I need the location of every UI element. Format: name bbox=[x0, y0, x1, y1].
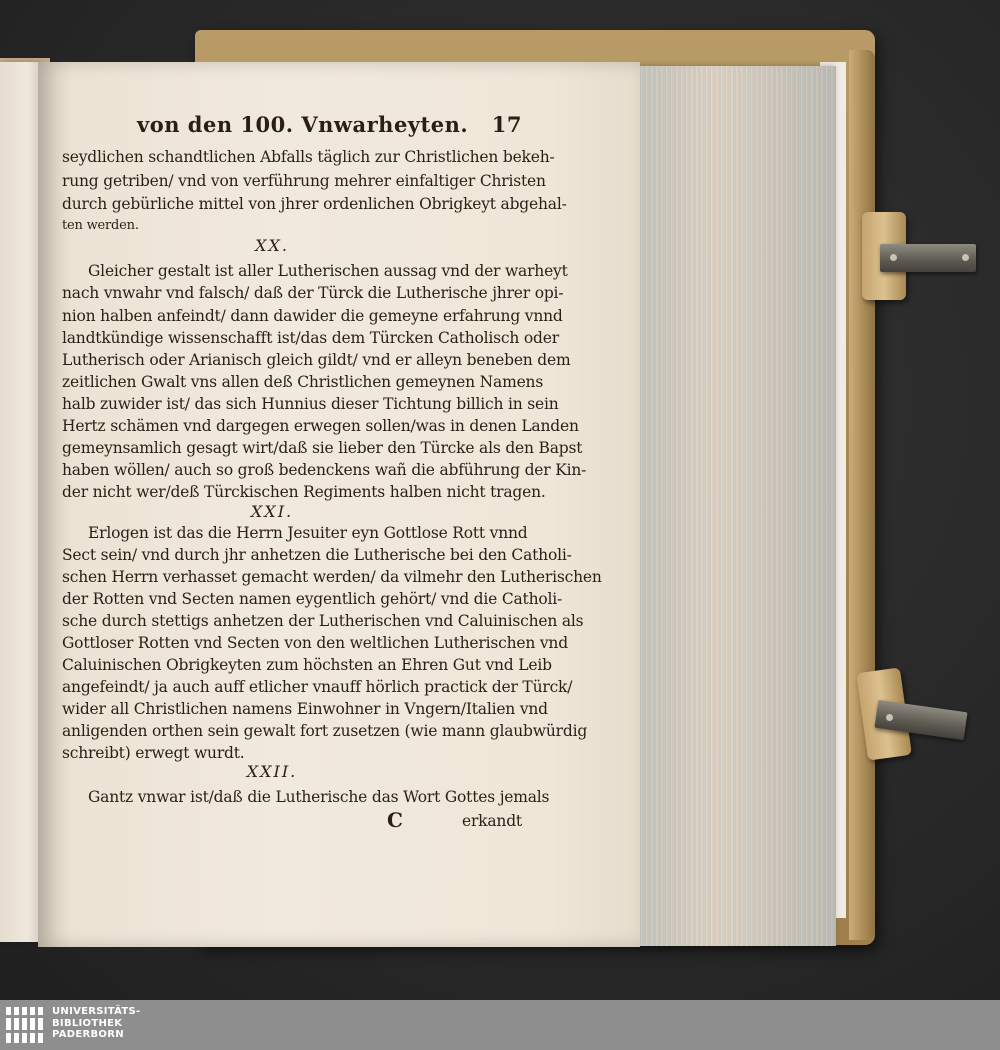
text-line: Caluinischen Obrigkeyten zum höchsten an Ehren Gut vnd Leib bbox=[62, 656, 552, 674]
text-line: nion halben anfeindt/ dann dawider die gemeyne erfahrung vnnd bbox=[62, 307, 563, 325]
text-line: rung getriben/ vnd von verführung mehrer einfaltiger Christen bbox=[62, 172, 546, 190]
text-line: gemeynsamlich gesagt wirt/daß sie lieber den Türcke als den Bapst bbox=[62, 439, 583, 457]
university-library-logo-icon bbox=[4, 1003, 48, 1047]
institution-line: PADERBORN bbox=[52, 1029, 124, 1040]
text-line: angefeindt/ ja auch auff etlicher vnauff hörlich practick der Türck/ bbox=[62, 678, 573, 696]
section-heading: XXII. bbox=[246, 762, 298, 781]
text-line: Erlogen ist das die Herrn Jesuiter eyn Gottlose Rott vnnd bbox=[88, 524, 528, 542]
text-line: Gleicher gestalt ist aller Lutherischen aussag vnd der warheyt bbox=[88, 262, 568, 280]
text-line: Hertz schämen vnd dargegen erwegen sollen/was in denen Landen bbox=[62, 417, 579, 435]
clasp-rivet bbox=[886, 714, 893, 721]
text-line: Sect sein/ vnd durch jhr anhetzen die Lutherische bei den Catholi- bbox=[62, 546, 572, 564]
section-heading: XX. bbox=[255, 236, 289, 255]
signature-mark: C bbox=[387, 808, 403, 832]
institution-line: UNIVERSITÄTS- bbox=[52, 1006, 141, 1017]
catchword: erkandt bbox=[462, 812, 522, 830]
footer-bar bbox=[0, 1000, 1000, 1050]
text-line: schen Herrn verhasset gemacht werden/ da vilmehr den Lutherischen bbox=[62, 568, 602, 586]
text-line: der Rotten vnd Secten namen eygentlich gehört/ vnd die Catholi- bbox=[62, 590, 563, 608]
text-line: seydlichen schandtlichen Abfalls täglich zur Christlichen bekeh- bbox=[62, 148, 555, 166]
clasp-rivet bbox=[890, 254, 897, 261]
running-header bbox=[137, 112, 522, 137]
text-line: Gantz vnwar ist/daß die Lutherische das Wort Gottes jemals bbox=[88, 788, 550, 806]
text-line: halb zuwider ist/ das sich Hunnius dieser Tichtung billich in sein bbox=[62, 395, 559, 413]
text-line: anligenden orthen sein gewalt fort zusetzen (wie mann glaubwürdig bbox=[62, 722, 588, 740]
text-line: landtkündige wissenschafft ist/das dem Türcken Catholisch oder bbox=[62, 329, 559, 347]
text-line: haben wöllen/ auch so groß bedenckens wañ die abführung der Kin- bbox=[62, 461, 587, 479]
text-line: sche durch stettigs anhetzen der Lutherischen vnd Caluinischen als bbox=[62, 612, 584, 630]
page-number: 17 bbox=[491, 112, 522, 137]
clasp-rivet bbox=[962, 254, 969, 261]
text-line: wider all Christlichen namens Einwohner in Vngern/Italien vnd bbox=[62, 700, 548, 718]
section-heading: XXI. bbox=[250, 502, 294, 521]
text-line: nach vnwahr vnd falsch/ daß der Türck die Lutherische jhrer opi- bbox=[62, 284, 564, 302]
left-page-sliver bbox=[0, 62, 40, 942]
text-line: zeitlichen Gwalt vns allen deß Christlichen gemeynen Namens bbox=[62, 373, 544, 391]
text-line: ten werden. bbox=[62, 218, 139, 233]
institution-line: BIBLIOTHEK bbox=[52, 1017, 123, 1029]
cover-edge bbox=[849, 50, 875, 940]
text-line: der nicht wer/deß Türckischen Regiments halben nicht tragen. bbox=[62, 483, 546, 501]
text-line: Gottloser Rotten vnd Secten von den weltlichen Lutherischen vnd bbox=[62, 634, 568, 652]
fore-edge-shading bbox=[636, 66, 836, 946]
institution-name bbox=[52, 1006, 141, 1041]
running-head-title: von den 100. Vnwarheyten. bbox=[137, 112, 469, 137]
text-line: Lutherisch oder Arianisch gleich gildt/ vnd er alleyn beneben dem bbox=[62, 351, 571, 369]
text-line: durch gebürliche mittel von jhrer ordenlichen Obrigkeyt abgehal- bbox=[62, 195, 567, 213]
text-line: schreibt) erwegt wurdt. bbox=[62, 744, 245, 762]
